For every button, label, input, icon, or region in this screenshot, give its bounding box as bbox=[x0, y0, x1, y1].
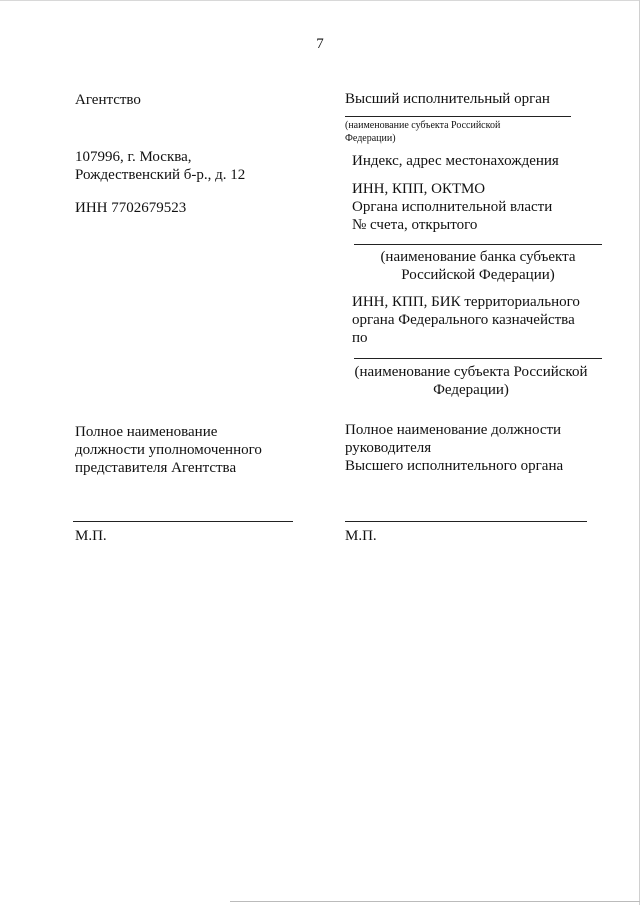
agency-position-line3: представителя Агентства bbox=[75, 460, 237, 476]
head-position-line2: руководителя bbox=[345, 440, 432, 456]
agency-position-line1: Полное наименование bbox=[75, 424, 218, 440]
agency-name: Агентство bbox=[75, 92, 141, 108]
treasury-line2: органа Федерального казначейства bbox=[352, 312, 575, 328]
scan-edge-top bbox=[0, 0, 640, 1]
subject2-caption-line2: Федерации) bbox=[433, 382, 509, 398]
subject-caption-line1: (наименование субъекта Российской bbox=[345, 120, 501, 131]
head-signature-line bbox=[345, 521, 587, 522]
subject2-name-line bbox=[354, 358, 602, 359]
subject-name-line bbox=[345, 116, 571, 117]
scan-edge-bottom bbox=[230, 901, 640, 902]
page-number: 7 bbox=[316, 36, 324, 52]
agency-address-line2: Рождественский б-р., д. 12 bbox=[75, 167, 246, 183]
org-ids-line1: ИНН, КПП, ОКТМО bbox=[352, 181, 486, 197]
bank-caption-line2: Российской Федерации) bbox=[401, 267, 555, 283]
org-ids-line2: Органа исполнительной власти bbox=[352, 199, 553, 215]
agency-address-line1: 107996, г. Москва, bbox=[75, 149, 192, 165]
bank-caption-line1: (наименование банка субъекта bbox=[380, 249, 576, 265]
agency-inn: ИНН 7702679523 bbox=[75, 200, 187, 216]
head-position-line1: Полное наименование должности bbox=[345, 422, 562, 438]
agency-position-line2: должности уполномоченного bbox=[75, 442, 262, 458]
org-account: № счета, открытого bbox=[352, 217, 478, 233]
subject-caption-line2: Федерации) bbox=[345, 133, 396, 144]
org-address: Индекс, адрес местонахождения bbox=[352, 153, 559, 169]
org-name: Высший исполнительный орган bbox=[345, 91, 550, 107]
head-seal-label: М.П. bbox=[345, 528, 377, 544]
treasury-line1: ИНН, КПП, БИК территориального bbox=[352, 294, 580, 310]
subject2-caption-line1: (наименование субъекта Российской bbox=[354, 364, 588, 380]
agency-signature-line bbox=[73, 521, 293, 522]
bank-name-line bbox=[354, 244, 602, 245]
agency-seal-label: М.П. bbox=[75, 528, 107, 544]
head-position-line3: Высшего исполнительного органа bbox=[345, 458, 564, 474]
treasury-line3: по bbox=[352, 330, 368, 346]
